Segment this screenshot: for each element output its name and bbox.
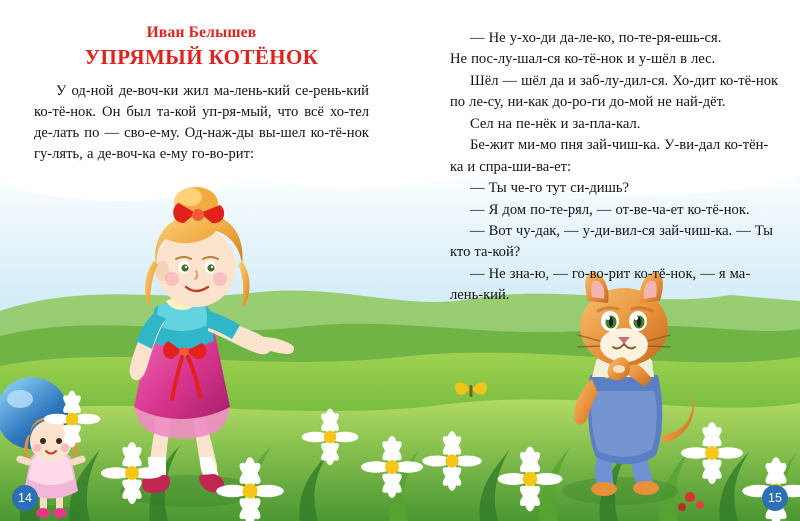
page-number-right: 15 [762, 485, 788, 511]
paragraph: — Не зна-ю, — го-во-рит ко-тё-нок, — я ма-лень-кий. [450, 265, 751, 304]
author-name: Иван Белышев [146, 24, 257, 41]
paragraph: — Вот чу-дак, — у-ди-вил-ся зай-чиш-ка. — Ты кто та-кой? [450, 222, 773, 261]
right-text-column [450, 28, 780, 307]
paragraph: — Не у-хо-ди да-ле-ко, по-те-ря-ешь-ся. [470, 30, 722, 46]
story-title: УПРЯМЫЙ КОТЁНОК [84, 45, 319, 70]
page-number-left: 14 [12, 485, 38, 511]
paragraph: Бе-жит ми-мо пня зай-чиш-ка. У-ви-дал ко-тён-ка и спра-ши-ва-ет: [450, 137, 769, 175]
paragraph: Не пос-лу-шал-ся ко-тё-нок и у-шёл в лес. [450, 51, 716, 68]
paragraph: — Я дом по-те-рял, — от-ве-ча-ет ко-тё-нок. [470, 201, 750, 218]
paragraph: У од-ной де-воч-ки жил ма-лень-кий се-рень-кий ко-тё-нок. Он был та-кой уп-ря-мый, что всё хо-тел де-лать по — сво-е-му. Од-наж-ды вы-шел ко-тё-нок гу-лять, а де-воч-ка е-му го-во-рит: [34, 83, 369, 163]
left-text-column [34, 24, 369, 165]
paragraph: — Ты че-го тут си-дишь? [470, 180, 629, 197]
paragraph: Шёл — шёл да и заб-лу-дил-ся. Хо-дит ко-тё-нок по ле-су, ни-как до-ро-ги до-мой не най-дёт. [450, 72, 779, 111]
paragraph: Сел на пе-нёк и за-пла-кал. [470, 115, 641, 132]
